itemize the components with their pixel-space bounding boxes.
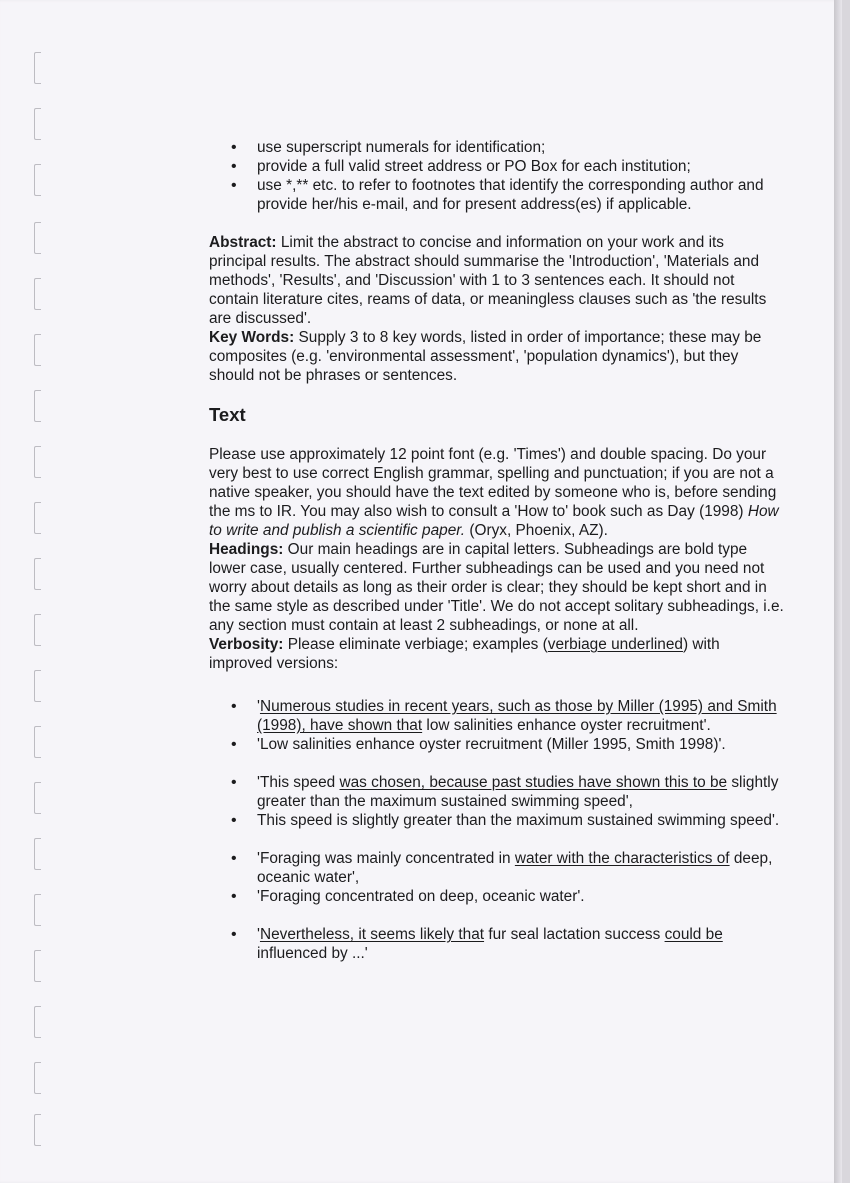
example-text: 'This speed: [257, 774, 340, 791]
example-list-2: [209, 773, 784, 830]
binding-hole: [34, 502, 41, 534]
book-title: How to write and publish a scientific paper.: [209, 503, 779, 539]
binding-holes: [28, 52, 48, 1152]
binding-hole: [34, 164, 41, 196]
headings-label: Headings:: [209, 541, 284, 558]
verbosity-text: Please eliminate verbiage; examples (: [283, 636, 548, 653]
example-text: slightly greater than the maximum sustained swimming speed',: [257, 774, 779, 810]
key-words-text: Supply 3 to 8 key words, listed in order of importance; these may be composites (e.g. 'environmental assessment', 'population dynamics'), but they should not be phrases or sentences.: [209, 329, 762, 384]
binding-hole: [34, 894, 41, 926]
binding-hole: [34, 1006, 41, 1038]
binding-hole: [34, 726, 41, 758]
binding-hole: [34, 950, 41, 982]
verbosity-label: Verbosity:: [209, 636, 284, 653]
abstract-text: Limit the abstract to concise and information on your work and its principal results. The abstract should summarise the 'Introduction', 'Materials and methods', 'Results', and 'Discussion' with 1 to 3 sentences each. It should not contain literature cites, reams of data, or meaningless clauses such as 'the results are discussed'.: [209, 234, 767, 327]
quote-mark: ': [257, 698, 260, 715]
binding-hole: [34, 1062, 41, 1094]
text-paragraph: [209, 445, 784, 540]
list-item: • provide a full valid street address or PO Box for each institution;: [209, 157, 784, 176]
binding-hole: [34, 278, 41, 310]
binding-hole: [34, 108, 41, 140]
list-item: • 'Foraging concentrated on deep, oceanic water'.: [209, 887, 784, 906]
list-item: • 'Low salinities enhance oyster recruitment (Miller 1995, Smith 1998)'.: [209, 735, 784, 754]
binding-hole: [34, 614, 41, 646]
example-text: deep, oceanic water',: [257, 850, 773, 886]
binding-hole: [34, 52, 41, 84]
list-item: • use *,** etc. to refer to footnotes that identify the corresponding author and provide her/his e-mail, and for present address(es) if applicable.: [209, 176, 784, 214]
text-section-heading: Text: [209, 404, 246, 425]
text-paragraph-end: (Oryx, Phoenix, AZ).: [465, 522, 608, 539]
verbiage-underlined: Nevertheless, it seems likely that: [259, 926, 485, 943]
verbiage-underlined: could be: [664, 926, 723, 943]
abstract-paragraph: [209, 233, 784, 328]
verbosity-text-end: ) with improved versions:: [209, 636, 720, 672]
binding-hole: [34, 670, 41, 702]
verbosity-paragraph: [209, 635, 784, 673]
example-list-1: [209, 697, 784, 754]
list-item: • This speed is slightly greater than the maximum sustained swimming speed'.: [209, 811, 784, 830]
binding-hole: [34, 222, 41, 254]
binding-hole: [34, 390, 41, 422]
document-body: [209, 138, 784, 963]
binding-hole: [34, 838, 41, 870]
page-edge: [834, 0, 842, 1183]
list-item: [209, 925, 784, 963]
list-item: [209, 773, 784, 811]
binding-hole: [34, 446, 41, 478]
verbiage-underlined: Numerous studies in recent years, such as those by Miller (1995) and Smith (1998), have shown that: [257, 698, 777, 734]
verbiage-underlined: was chosen, because past studies have shown this to be: [339, 774, 728, 791]
example-text: low salinities enhance oyster recruitment'.: [422, 717, 711, 734]
headings-paragraph: [209, 540, 784, 635]
example-list-4: [209, 925, 784, 963]
example-text: influenced by ...': [257, 945, 368, 962]
example-text: 'Foraging was mainly concentrated in: [257, 850, 515, 867]
quote-mark: ': [257, 926, 260, 943]
verbosity-underlined: verbiage underlined: [547, 636, 683, 653]
binding-hole: [34, 1114, 41, 1146]
example-text: fur seal lactation success: [484, 926, 665, 943]
binding-hole: [34, 782, 41, 814]
headings-text: Our main headings are in capital letters. Subheadings are bold type lower case, usually centered. Further subheadings can be used and you need not worry about details as long as their order is clear; they should be kept short and in the same style as described under 'Title'. We do not accept solitary subheadings, i.e. any section must contain at least 2 subheadings, or none at all.: [209, 541, 784, 634]
text-paragraph-body: Please use approximately 12 point font (e.g. 'Times') and double spacing. Do your very best to use correct English grammar, spelling and punctuation; if you are not a native speaker, you should have the text edited by someone who is, before sending the ms to IR. You may also wish to consult a 'How to' book such as Day (1998): [209, 446, 777, 520]
example-list-3: [209, 849, 784, 906]
binding-hole: [34, 334, 41, 366]
key-words-paragraph: [209, 328, 784, 385]
binding-hole: [34, 558, 41, 590]
key-words-label: Key Words:: [209, 329, 295, 346]
abstract-label: Abstract:: [209, 234, 277, 251]
list-item: [209, 697, 784, 735]
institution-bullet-list: [209, 138, 784, 214]
list-item: [209, 849, 784, 887]
verbiage-underlined: water with the characteristics of: [514, 850, 730, 867]
list-item: • use superscript numerals for identification;: [209, 138, 784, 157]
